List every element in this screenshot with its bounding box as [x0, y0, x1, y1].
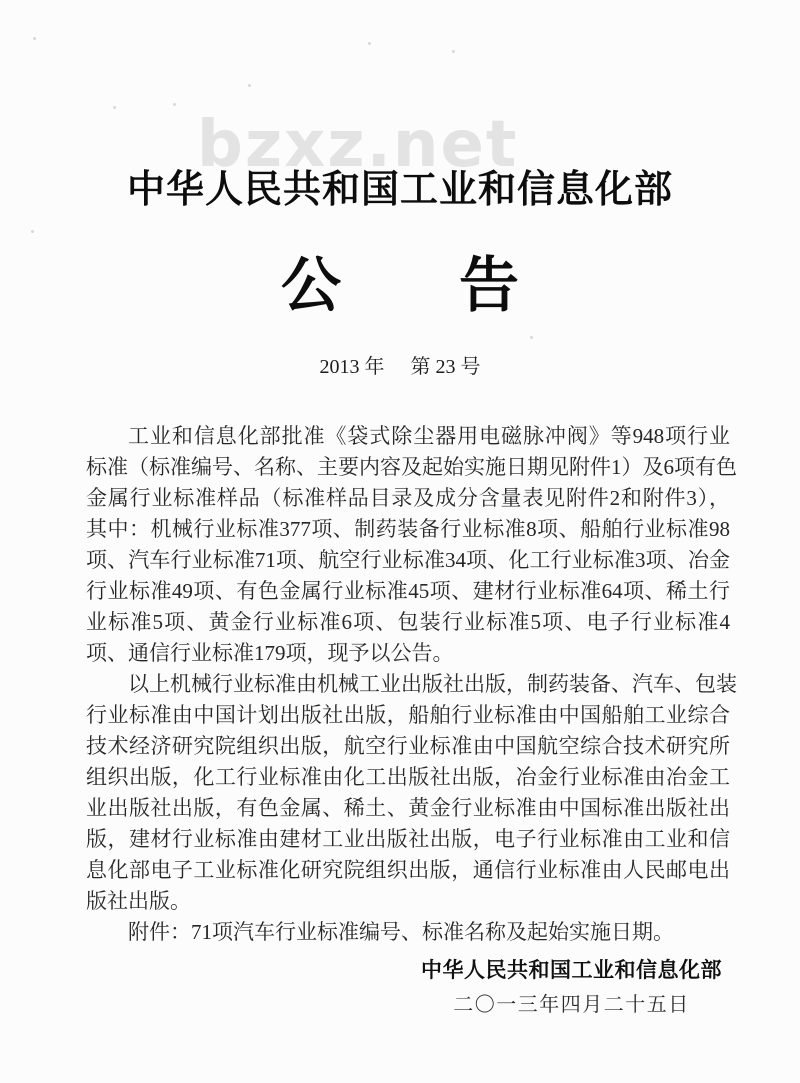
body-line: 版社出版。: [86, 888, 191, 913]
issue-number: 第 23 号: [410, 355, 481, 378]
body-line: 工业和信息化部批准《袋式除尘器用电磁脉冲阀》等948项行业: [128, 423, 730, 448]
signature-date: 二〇一三年四月二十五日: [453, 993, 690, 1016]
issue-line: [0, 355, 800, 379]
signature-block: [0, 958, 800, 1017]
signature-inner: [421, 958, 722, 1017]
body-line: 业出版社出版，有色金属、稀土、黄金行业标准由中国标准出版社出: [86, 795, 730, 820]
watermark-text: bzxz.net: [197, 108, 519, 182]
document-header: [0, 0, 800, 379]
announcement-title: [0, 252, 800, 321]
signature-organization: 中华人民共和国工业和信息化部: [421, 957, 722, 982]
body-line: 项、汽车行业标准71项、航空行业标准34项、化工行业标准3项、冶金: [86, 547, 730, 572]
announcement-char-2: 告: [459, 252, 519, 319]
body-line: 组织出版，化工行业标准由化工出版社出版，冶金行业标准由冶金工: [86, 764, 730, 789]
body-line: 技术经济研究院组织出版，航空行业标准由中国航空综合技术研究所: [86, 733, 730, 758]
body-line: 以上机械行业标准由机械工业出版社出版，制药装备、汽车、包装: [128, 671, 737, 696]
body-line: 金属行业标准样品（标准样品目录及成分含量表见附件2和附件3），: [86, 485, 730, 510]
ministry-title: 中华人民共和国工业和信息化部: [126, 169, 673, 211]
body-line: 业标准5项、黄金行业标准6项、包装行业标准5项、电子行业标准4: [86, 609, 730, 634]
body-line: 项、通信行业标准179项，现予以公告。: [86, 640, 454, 665]
announcement-body: [86, 421, 737, 948]
announcement-char-1: 公: [281, 252, 341, 319]
body-line: 附件：71项汽车行业标准编号、标准名称及起始实施日期。: [128, 919, 674, 944]
body-line: 行业标准由中国计划出版社出版，船舶行业标准由中国船舶工业综合: [86, 702, 730, 727]
issue-year: 2013 年: [319, 355, 385, 378]
body-line: 行业标准49项、有色金属行业标准45项、建材行业标准64项、稀土行: [86, 578, 730, 603]
body-line: 版，建材行业标准由建材工业出版社出版，电子行业标准由工业和信: [86, 826, 730, 851]
body-line: 息化部电子工业标准化研究院组织出版，通信行业标准由人民邮电出: [86, 857, 730, 882]
body-line: 其中：机械行业标准377项、制药装备行业标准8项、船舶行业标准98: [86, 516, 730, 541]
body-line: 标准（标准编号、名称、主要内容及起始实施日期见附件1）及6项有色: [86, 454, 737, 479]
